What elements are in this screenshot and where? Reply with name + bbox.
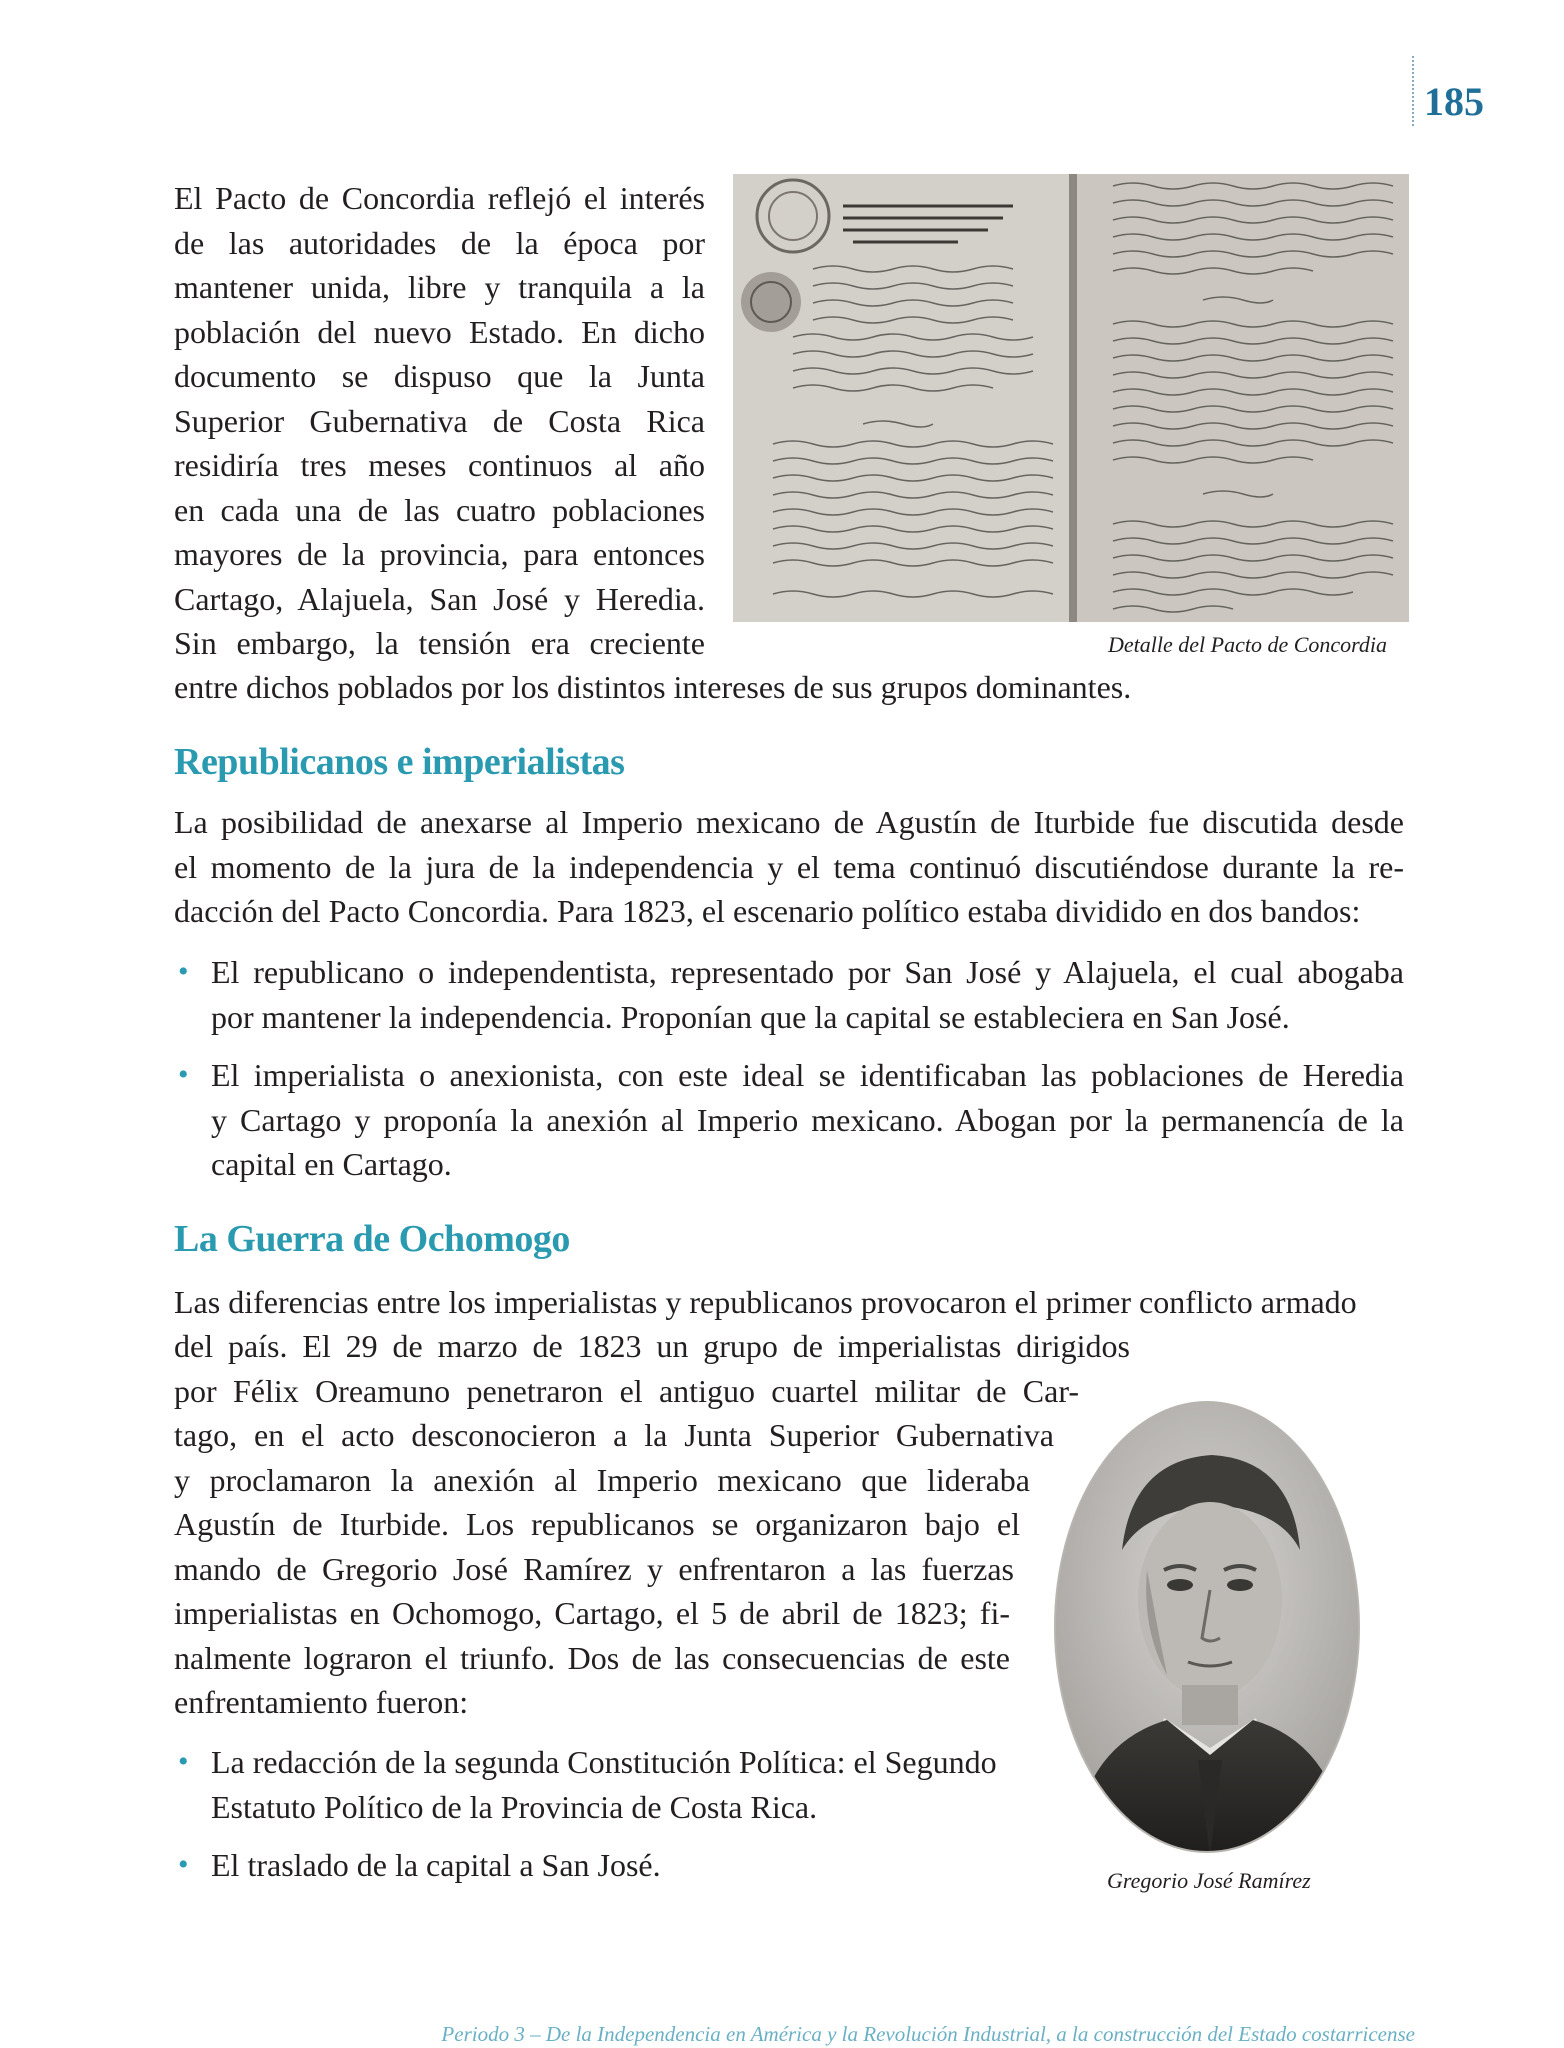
intro-paragraph	[174, 176, 705, 666]
bullet-line: El traslado de la capital a San José.	[211, 1847, 661, 1883]
bullet-line: El imperialista o anexionista, con este ideal se identificaban las poblaciones de Heredia	[211, 1057, 1404, 1093]
portrait-caption: Gregorio José Ramírez	[1107, 1868, 1311, 1893]
bullet-icon: •	[178, 1058, 189, 1091]
intro-line: de las autoridades de la época por	[174, 224, 705, 261]
intro-line: Cartago, Alajuela, San José y Heredia.	[174, 580, 705, 617]
bullet-line: por mantener la independencia. Proponían que la capital se estableciera en San José.	[211, 998, 1290, 1035]
section2-line: imperialistas en Ochomogo, Cartago, el 5 de abril de 1823; fi-	[174, 1595, 1010, 1631]
section-heading-ochomogo: La Guerra de Ochomogo	[174, 1218, 570, 1260]
bullet-line: La redacción de la segunda Constitución Política: el Segundo	[211, 1744, 997, 1780]
gregorio-jose-ramirez-portrait	[1052, 1400, 1362, 1855]
section2-full-line: Las diferencias entre los imperialistas y republicanos provocaron el primer conflicto armado	[174, 1284, 1357, 1320]
intro-line: población del nuevo Estado. En dicho	[174, 313, 705, 350]
bullet-icon: •	[178, 955, 189, 988]
section2-line: y proclamaron la anexión al Imperio mexicano que lideraba	[174, 1461, 1030, 1498]
section2-line: mando de Gregorio José Ramírez y enfrentaron a las fuerzas	[174, 1550, 1014, 1587]
section1-paragraph	[174, 800, 1404, 934]
section2-paragraph	[174, 1324, 1130, 1725]
intro-line: mayores de la provincia, para entonces	[174, 536, 705, 572]
list-item	[174, 950, 1404, 1039]
section2-line: Agustín de Iturbide. Los republicanos se organizaron bajo el	[174, 1506, 1020, 1542]
section2-line: por Félix Oreamuno penetraron el antiguo cuartel militar de Car-	[174, 1372, 1079, 1409]
section2-line: tago, en el acto desconocieron a la Junta Superior Gubernativa	[174, 1417, 1054, 1453]
intro-last-line: entre dichos poblados por los distintos intereses de sus grupos dominantes.	[174, 669, 1132, 705]
bullet-line: y Cartago y proponía la anexión al Imperio mexicano. Abogan por la permanencía de la	[211, 1101, 1404, 1138]
bullet-icon: •	[178, 1848, 189, 1881]
section1-line: el momento de la jura de la independencia y el tema continuó discutiéndose durante la re-	[174, 848, 1404, 885]
section1-bullet-list	[174, 950, 1404, 1187]
bullet-line: capital en Cartago.	[211, 1146, 452, 1182]
section2-line: enfrentamiento fueron:	[174, 1684, 469, 1720]
section1-line: La posibilidad de anexarse al Imperio mexicano de Agustín de Iturbide fue discutida desde	[174, 804, 1404, 840]
section2-line: nalmente lograron el triunfo. Dos de las consecuencias de este	[174, 1639, 1010, 1676]
intro-line: documento se dispuso que la Junta	[174, 358, 705, 394]
intro-line: en cada una de las cuatro poblaciones	[174, 491, 705, 528]
document-photo-caption: Detalle del Pacto de Concordia	[1108, 632, 1388, 657]
section2-bullet-list	[174, 1740, 1034, 1888]
bullet-line: El republicano o independentista, representado por San José y Alajuela, el cual abogaba	[211, 954, 1404, 990]
list-item	[174, 1053, 1404, 1187]
intro-line: residiría tres meses continuos al año	[174, 447, 705, 483]
pacto-concordia-document-image	[733, 174, 1409, 622]
list-item	[174, 1843, 1034, 1888]
intro-line: Superior Gubernativa de Costa Rica	[174, 402, 705, 439]
page-footer: Periodo 3 – De la Independencia en América y la Revolución Industrial, a la construcción del Estado costarricense	[441, 2022, 1415, 2046]
page-number: 185	[1424, 79, 1484, 124]
intro-line: mantener unida, libre y tranquila a la	[174, 269, 705, 305]
list-item	[174, 1740, 1034, 1829]
section1-line: dacción del Pacto Concordia. Para 1823, el escenario político estaba dividido en dos bandos:	[174, 893, 1361, 929]
bullet-icon: •	[178, 1745, 189, 1778]
section2-line: del país. El 29 de marzo de 1823 un grupo de imperialistas dirigidos	[174, 1328, 1130, 1364]
intro-line: Sin embargo, la tensión era creciente	[174, 625, 705, 661]
section-heading-republicanos: Republicanos e imperialistas	[174, 741, 625, 783]
page-number-rule	[1412, 56, 1414, 126]
bullet-line: Estatuto Político de la Provincia de Costa Rica.	[211, 1788, 818, 1825]
intro-line: El Pacto de Concordia reflejó el interés	[174, 180, 705, 216]
